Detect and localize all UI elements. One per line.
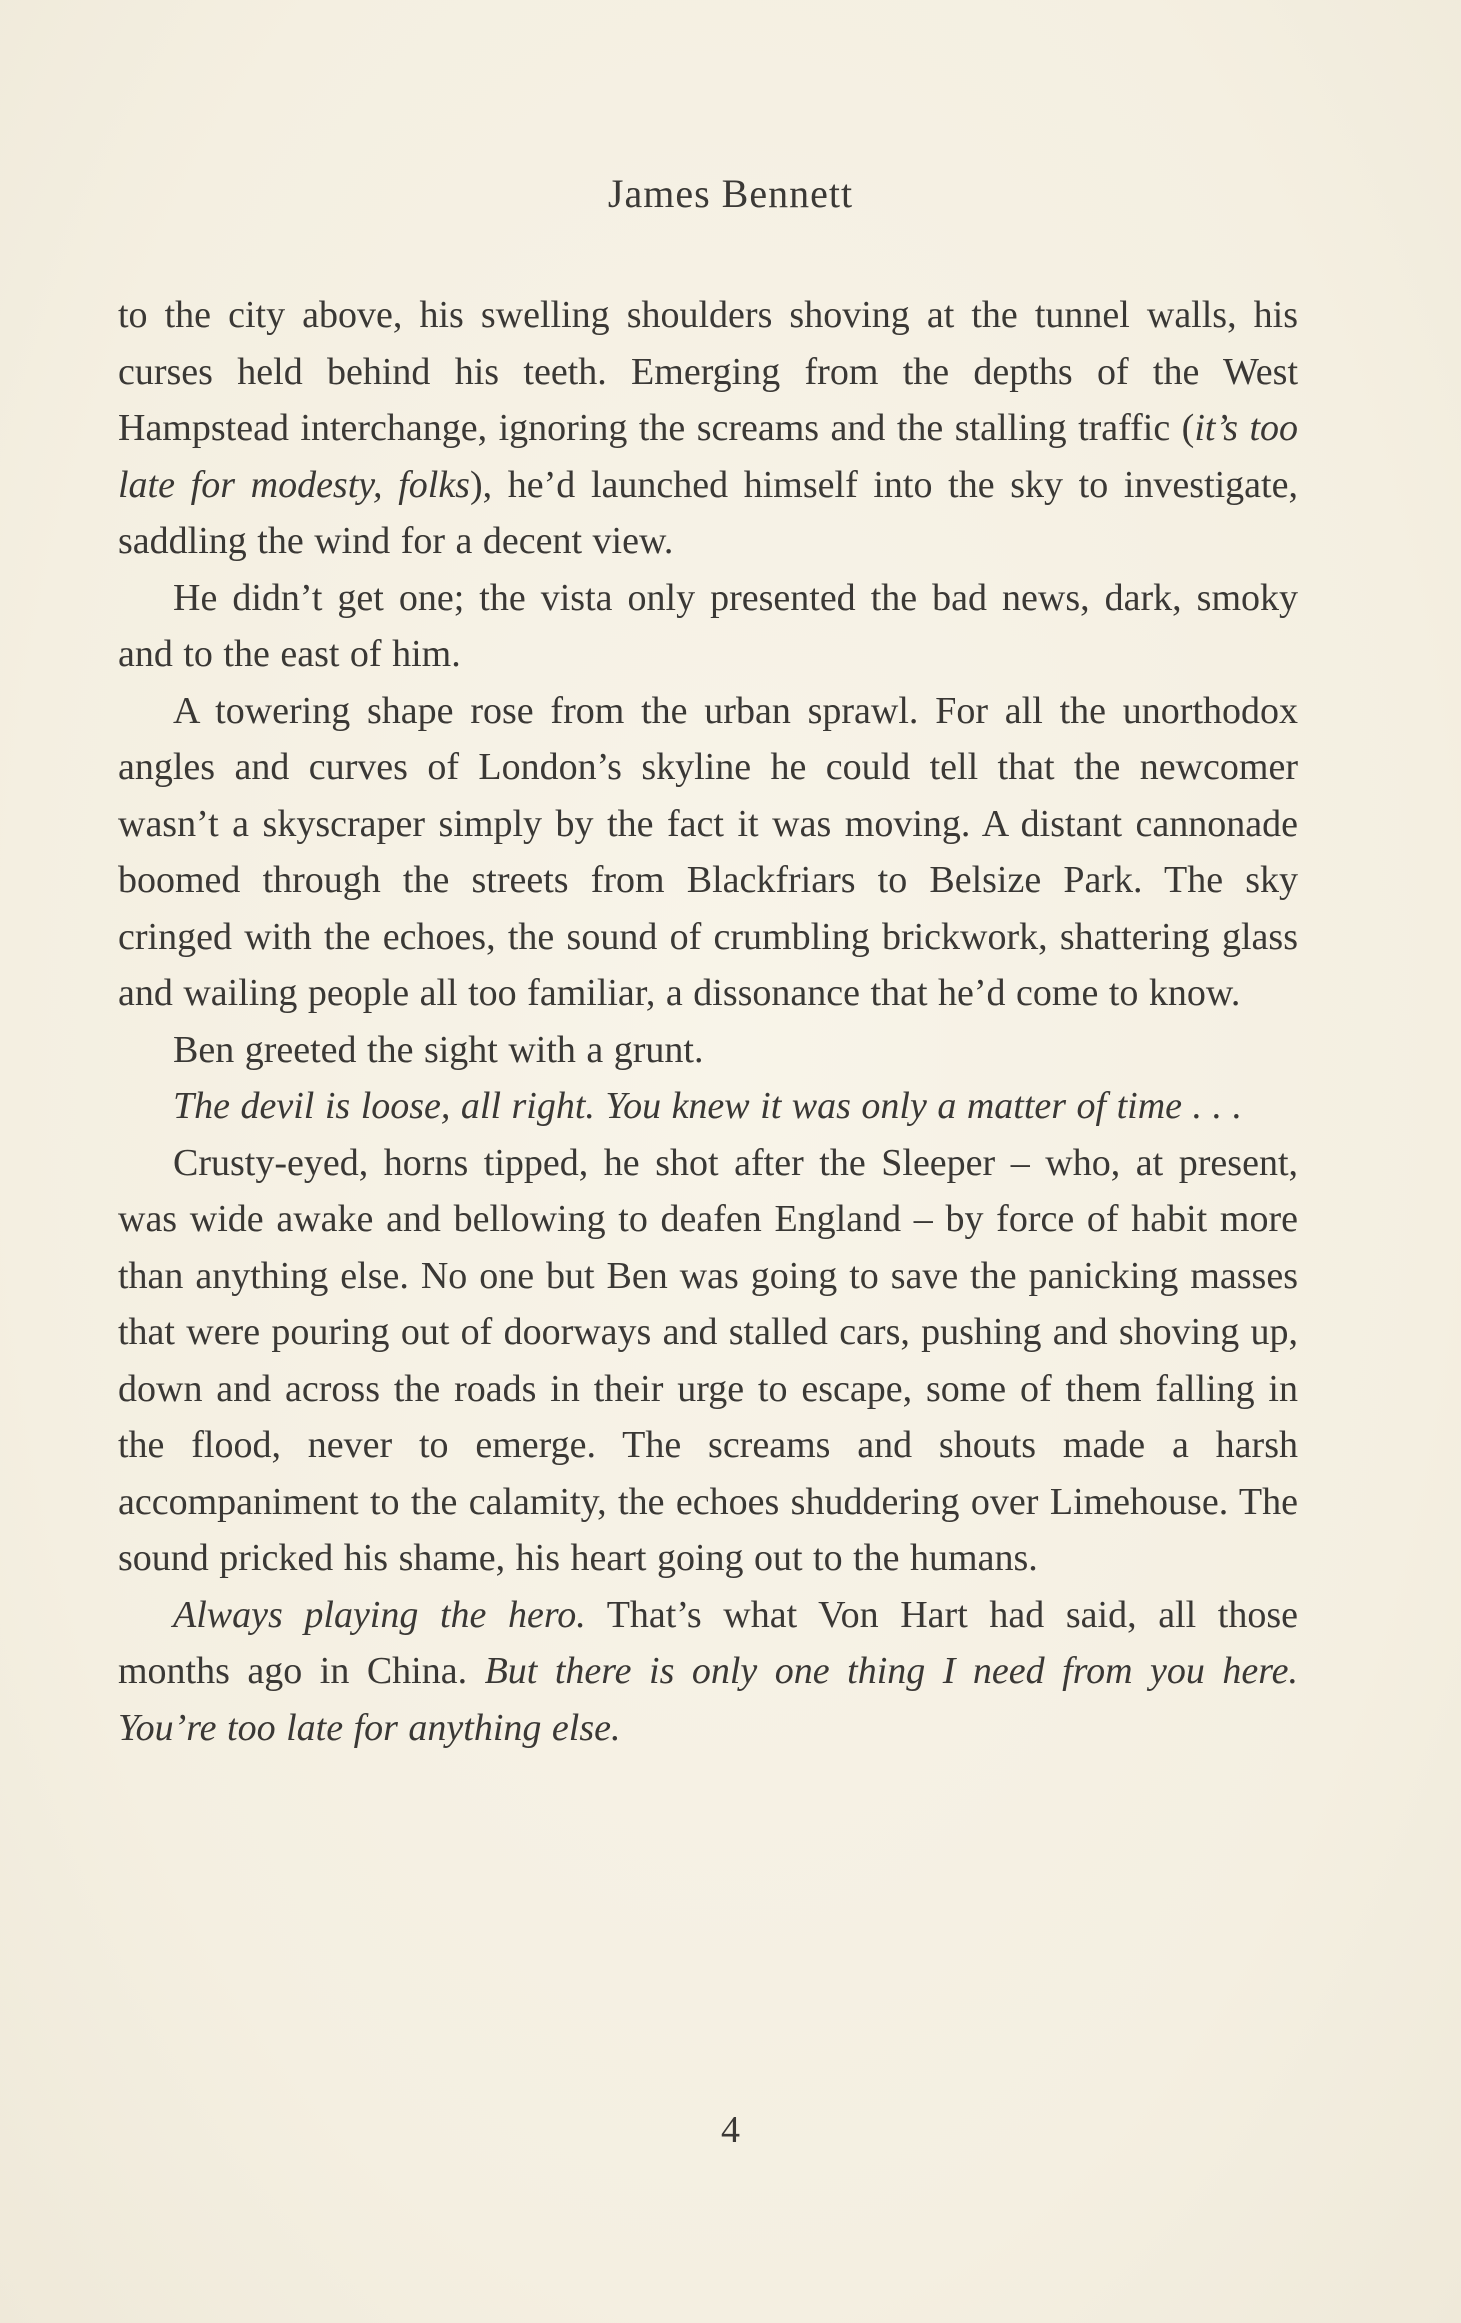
paragraph-7-part-2: That’s what Von Hart had said, all those months ago in China. [118,1593,1298,1692]
paragraph-1-part-1: to the city above, his swelling shoulders shoving at the tunnel walls, his curses held behind his teeth. Emerging from the depths of the West Hampstead interchange, ignoring the screams and the stalling traffic ( [118,294,1298,449]
paragraph-5 [118,1078,1298,1135]
running-head: James Bennett [607,171,854,216]
paragraph-1-part-2-italic: it’s too late for modesty, folks [118,407,1299,506]
paragraph-1 [118,287,1298,570]
paragraph-3 [118,683,1298,1022]
paragraph-4-part-1: Ben greeted the sight with a grunt. [173,1028,704,1071]
body-text [118,287,1298,1756]
page-number: 4 [721,2109,740,2151]
paragraph-3-part-1: A towering shape rose from the urban sprawl. For all the unorthodox angles and curves of London’s skyline he could tell that the newcomer wasn’t a skyscraper simply by the fact it was moving. A distant cannonade boomed through the streets from Blackfriars to Belsize Park. The sky cringed with the echoes, the sound of crumbling brickwork, shattering glass and wailing people all too familiar, a dissonance that he’d come to know. [118,689,1298,1014]
paragraph-5-part-1-italic: The devil is loose, all right. You knew it was only a matter of time . . . [173,1085,1243,1127]
paragraph-7 [118,1587,1298,1757]
paragraph-2-part-1: He didn’t get one; the vista only presented the bad news, dark, smoky and to the east of him. [118,576,1298,675]
paragraph-6 [118,1135,1298,1587]
paragraph-7-part-1-italic: Always playing the hero. [173,1593,586,1636]
paragraph-2 [118,570,1298,683]
paragraph-7-part-3-italic: But there is only one thing I need from you here. You’re too late for anything else. [118,1650,1298,1749]
paragraph-1-part-3: ), he’d launched himself into the sky to investigate, saddling the wind for a decent view. [118,463,1298,562]
paragraph-4 [118,1022,1298,1079]
paragraph-6-part-1: Crusty-eyed, horns tipped, he shot after the Sleeper – who, at present, was wide awake and bellowing to deafen England – by force of habit more than anything else. No one but Ben was going to save the panicking masses that were pouring out of doorways and stalled cars, pushing and shoving up, down and across the roads in their urge to escape, some of them falling in the flood, never to emerge. The screams and shouts made a harsh accompaniment to the calamity, the echoes shuddering over Limehouse. The sound pricked his shame, his heart going out to the humans. [118,1141,1298,1579]
